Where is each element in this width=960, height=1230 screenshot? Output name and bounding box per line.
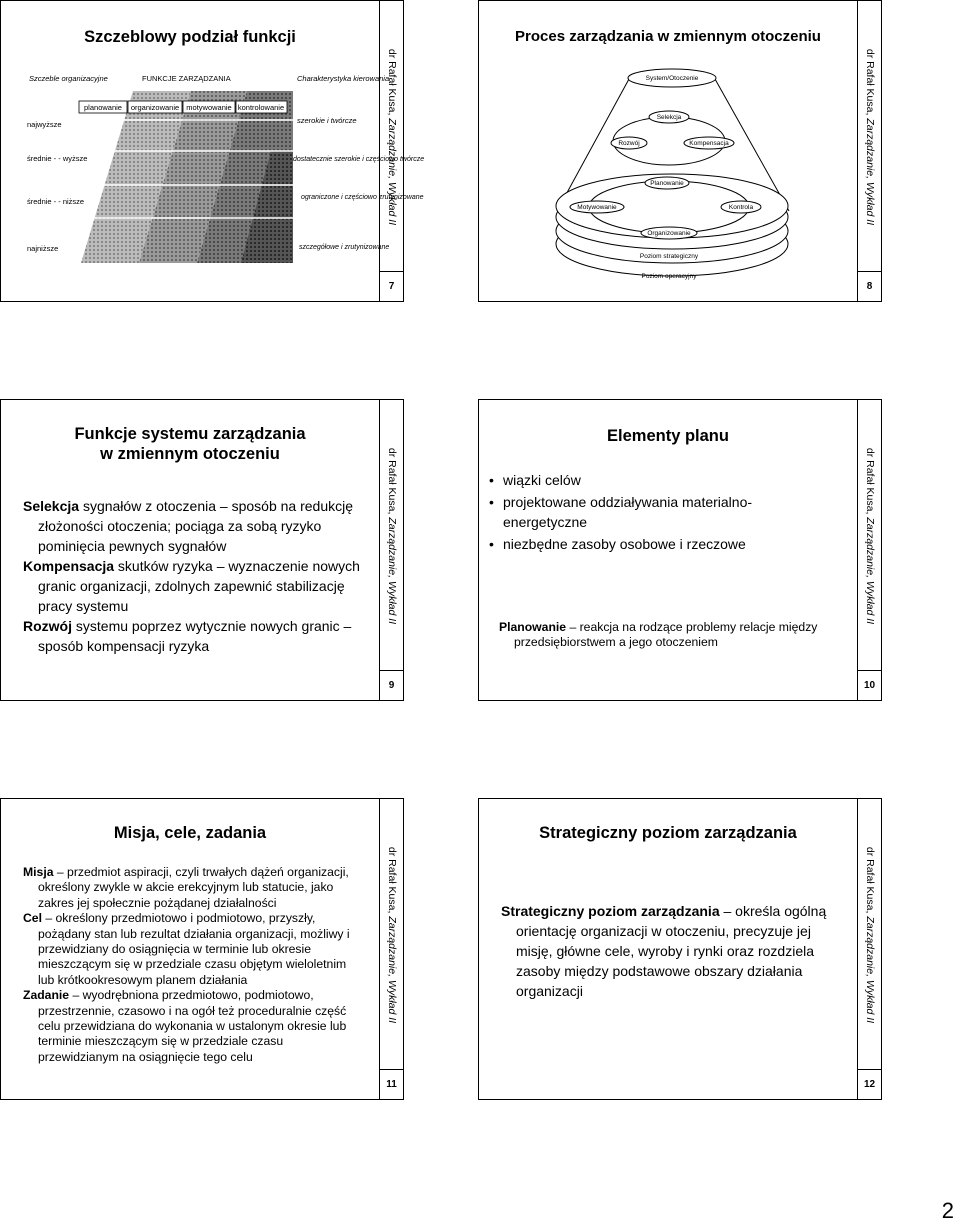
level-label: najniższe xyxy=(27,244,59,253)
slide-title: Szczeblowy podział funkcji xyxy=(84,28,296,46)
function-label: kontrolowanie xyxy=(237,103,285,112)
svg-text:Rozwój: Rozwój xyxy=(618,140,640,147)
slide-body xyxy=(501,901,846,1001)
character-label: ograniczone i częściowo zrutynizowane xyxy=(301,194,424,201)
svg-text:Motywowanie: Motywowanie xyxy=(577,204,617,211)
slide-number: 10 xyxy=(857,670,881,700)
functions-header: FUNKCJE ZARZĄDZANIA xyxy=(142,74,231,83)
slide-12 xyxy=(478,798,882,1100)
svg-text:Selekcja: Selekcja xyxy=(656,114,682,121)
character-header: Charakterystyka kierowania xyxy=(297,74,390,83)
list-item: • niezbędne zasoby osobowe i rzeczowe xyxy=(489,534,799,554)
slide-8 xyxy=(478,0,882,302)
slide-number: 7 xyxy=(379,271,403,301)
slide-title: Strategiczny poziom zarządzania xyxy=(539,824,797,842)
side-label: dr Rafał Kusa, Zarządzanie, Wykład II xyxy=(379,1,403,273)
slide-11 xyxy=(0,798,404,1100)
definition: Misja – przedmiot aspiracji, czyli trwałych dążeń organizacji, określony zwykle w akcie erekcyjnym lub statucie, jako zakres jej społecznie pożądanej działalności xyxy=(23,865,349,910)
list-item: • projektowane oddziaływania materialno-energetyczne xyxy=(489,492,799,532)
slide-body xyxy=(23,496,373,656)
side-label: dr Rafał Kusa, Zarządzanie, Wykład II xyxy=(379,799,403,1071)
svg-text:Poziom operacyjny: Poziom operacyjny xyxy=(641,273,697,280)
character-label: dostatecznie szerokie i częściowo twórcze xyxy=(293,156,425,163)
bullet-list xyxy=(489,470,799,556)
slide-title: Funkcje systemu zarządzania w zmiennym otoczeniu xyxy=(74,425,306,463)
side-label: dr Rafał Kusa, Zarządzanie, Wykład II xyxy=(857,1,881,273)
character-label: szerokie i twórcze xyxy=(297,116,357,125)
side-label: dr Rafał Kusa, Zarządzanie, Wykład II xyxy=(857,400,881,672)
slide-7 xyxy=(0,0,425,302)
slide-number: 11 xyxy=(379,1069,403,1099)
svg-text:Planowanie: Planowanie xyxy=(650,180,684,187)
function-label: planowanie xyxy=(84,103,122,112)
planning-note: Planowanie – reakcja na rodzące problemy relacje między przedsiębiorstwem a jego otoczeniem xyxy=(499,620,818,650)
list-item: • wiązki celów xyxy=(489,470,799,490)
definition: Rozwój systemu poprzez wytycznie nowych granic – sposób kompensacji ryzyka xyxy=(23,618,352,654)
svg-text:Kompensacja: Kompensacja xyxy=(689,140,729,147)
definition: Kompensacja skutków ryzyka – wyznaczenie nowych granic organizacji, zdolnych zapewnić stabilizację pracy systemu xyxy=(23,558,360,614)
slide-number: 8 xyxy=(857,271,881,301)
page-number: 2 xyxy=(941,1198,954,1223)
slide-number: 12 xyxy=(857,1069,881,1099)
slide-title: Elementy planu xyxy=(607,427,729,445)
levels-header: Szczeble organizacyjne xyxy=(29,74,108,83)
slide-body xyxy=(23,865,358,1065)
svg-text:Organizowanie: Organizowanie xyxy=(647,230,691,237)
definition: Strategiczny poziom zarządzania – określa ogólną orientację organizacji w otoczeniu, precyzuje jej misję, główne cele, wyroby i rynki oraz rozdziela zasoby między podstawowe obszary działania organizacji xyxy=(501,903,827,999)
svg-text:Poziom strategiczny: Poziom strategiczny xyxy=(639,253,699,260)
definition: Selekcja sygnałów z otoczenia – sposób na redukcję złożoności otoczenia; pociąga za sobą ryzyko pominięcia pewnych sygnałów xyxy=(23,498,354,554)
function-label: motywowanie xyxy=(186,103,232,112)
level-label: średnie - - niższe xyxy=(27,197,85,206)
definition: Cel – określony przedmiotowo i podmiotowo, przyszły, pożądany stan lub rezultat działania organizacji, możliwy i przewidziany do osiągnięcia w terminie lub okresie mieszczącym się w przedziale czasu objętym wieloletnim lub krótkookresowym planem działania xyxy=(23,911,350,987)
svg-text:Kontrola: Kontrola xyxy=(728,204,754,211)
side-label: dr Rafał Kusa, Zarządzanie, Wykład II xyxy=(857,799,881,1071)
slide-title: Proces zarządzania w zmiennym otoczeniu xyxy=(515,28,821,45)
level-label: średnie - - wyższe xyxy=(27,154,88,163)
slide-9 xyxy=(0,399,404,701)
character-label: szczegółowe i zrutynizowane xyxy=(299,244,390,251)
slide-10 xyxy=(478,399,882,701)
definition: Zadanie – wyodrębniona przedmiotowo, podmiotowo, przestrzennie, czasowo i na ogół też proceduralnie część celu przewidziana do wykonania w ustalonym okresie lub terminie mieszczącym się w przedziale czasu przewidzianym na osiągnięcie tego celu xyxy=(23,988,347,1064)
slide-number: 9 xyxy=(379,670,403,700)
side-label: dr Rafał Kusa, Zarządzanie, Wykład II xyxy=(379,400,403,672)
function-label: organizowanie xyxy=(130,103,180,112)
level-label: najwyższe xyxy=(27,120,62,129)
svg-text:System/Otoczenie: System/Otoczenie xyxy=(645,75,699,82)
management-process-diagram xyxy=(479,1,857,280)
slide-title: Misja, cele, zadania xyxy=(113,824,267,842)
